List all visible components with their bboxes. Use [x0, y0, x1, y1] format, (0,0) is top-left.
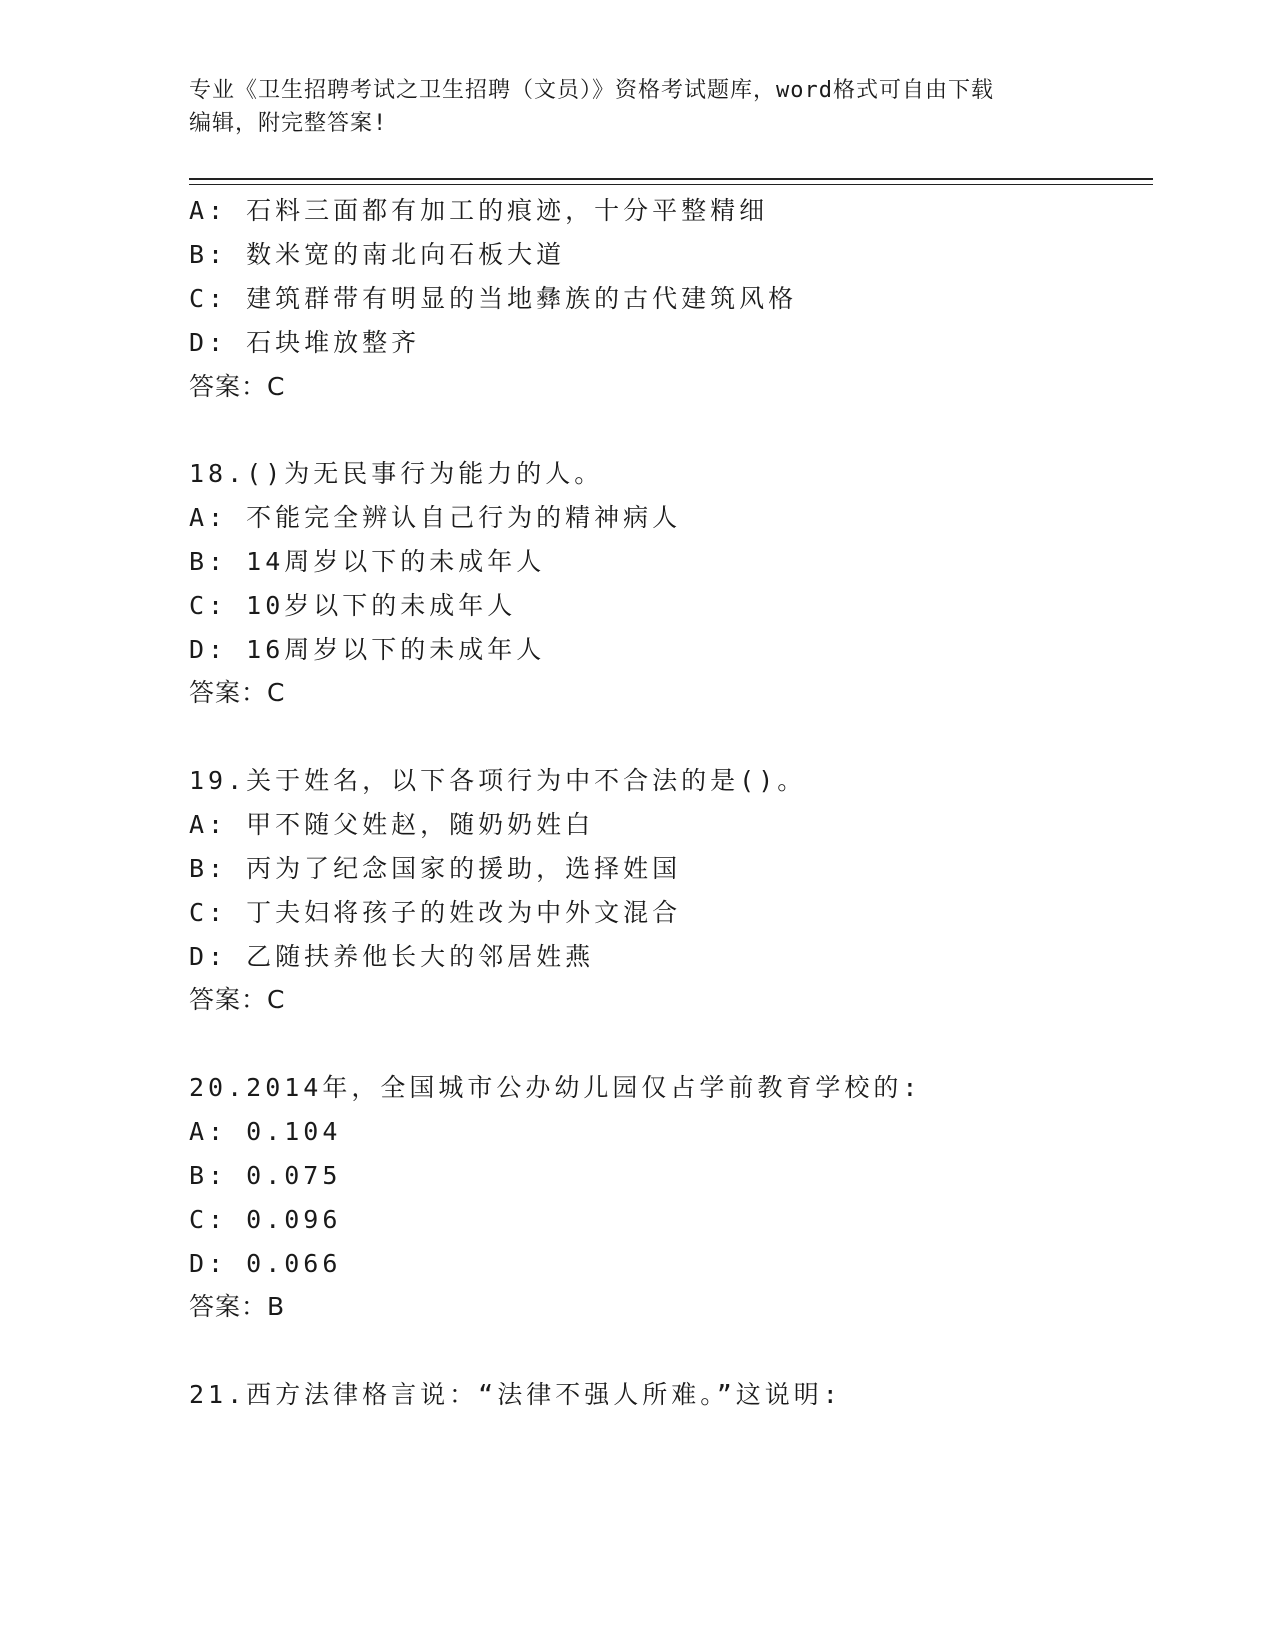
option-d: D: 石块堆放整齐 [189, 328, 421, 357]
answer-label: 答案：B [189, 1292, 286, 1321]
document-header [189, 74, 1089, 140]
header-rule-thin [189, 184, 1153, 185]
question-stem: 18.()为无民事行为能力的人。 [189, 459, 604, 488]
option-c: C: 丁夫妇将孩子的姓改为中外文混合 [189, 898, 682, 927]
option-d: D: 乙随扶养他长大的邻居姓燕 [189, 942, 595, 971]
option-c: C: 0.096 [189, 1205, 342, 1234]
option-c: C: 建筑群带有明显的当地彝族的古代建筑风格 [189, 284, 798, 313]
option-b: B: 数米宽的南北向石板大道 [189, 240, 566, 269]
option-b: B: 丙为了纪念国家的援助，选择姓国 [189, 854, 682, 883]
header-line-2: 编辑，附完整答案! [189, 111, 388, 136]
option-d: D: 0.066 [189, 1249, 342, 1278]
option-a: A: 石料三面都有加工的痕迹，十分平整精细 [189, 196, 769, 225]
question-stem: 20.2014年，全国城市公办幼儿园仅占学前教育学校的: [189, 1073, 922, 1102]
answer-label: 答案：C [189, 372, 286, 401]
header-rule-thick [189, 178, 1153, 180]
question-stem: 21.西方法律格言说：“法律不强人所难。”这说明: [189, 1380, 842, 1409]
answer-label: 答案：C [189, 985, 286, 1014]
option-b: B: 0.075 [189, 1161, 342, 1190]
option-a: A: 不能完全辨认自己行为的精神病人 [189, 503, 682, 532]
option-b: B: 14周岁以下的未成年人 [189, 547, 546, 576]
option-c: C: 10岁以下的未成年人 [189, 591, 517, 620]
header-line-1: 专业《卫生招聘考试之卫生招聘（文员）》资格考试题库，word格式可自由下载 [189, 78, 994, 103]
question-stem: 19.关于姓名，以下各项行为中不合法的是()。 [189, 766, 807, 795]
answer-label: 答案：C [189, 678, 286, 707]
option-a: A: 甲不随父姓赵，随奶奶姓白 [189, 810, 595, 839]
option-d: D: 16周岁以下的未成年人 [189, 635, 546, 664]
option-a: A: 0.104 [189, 1117, 342, 1146]
